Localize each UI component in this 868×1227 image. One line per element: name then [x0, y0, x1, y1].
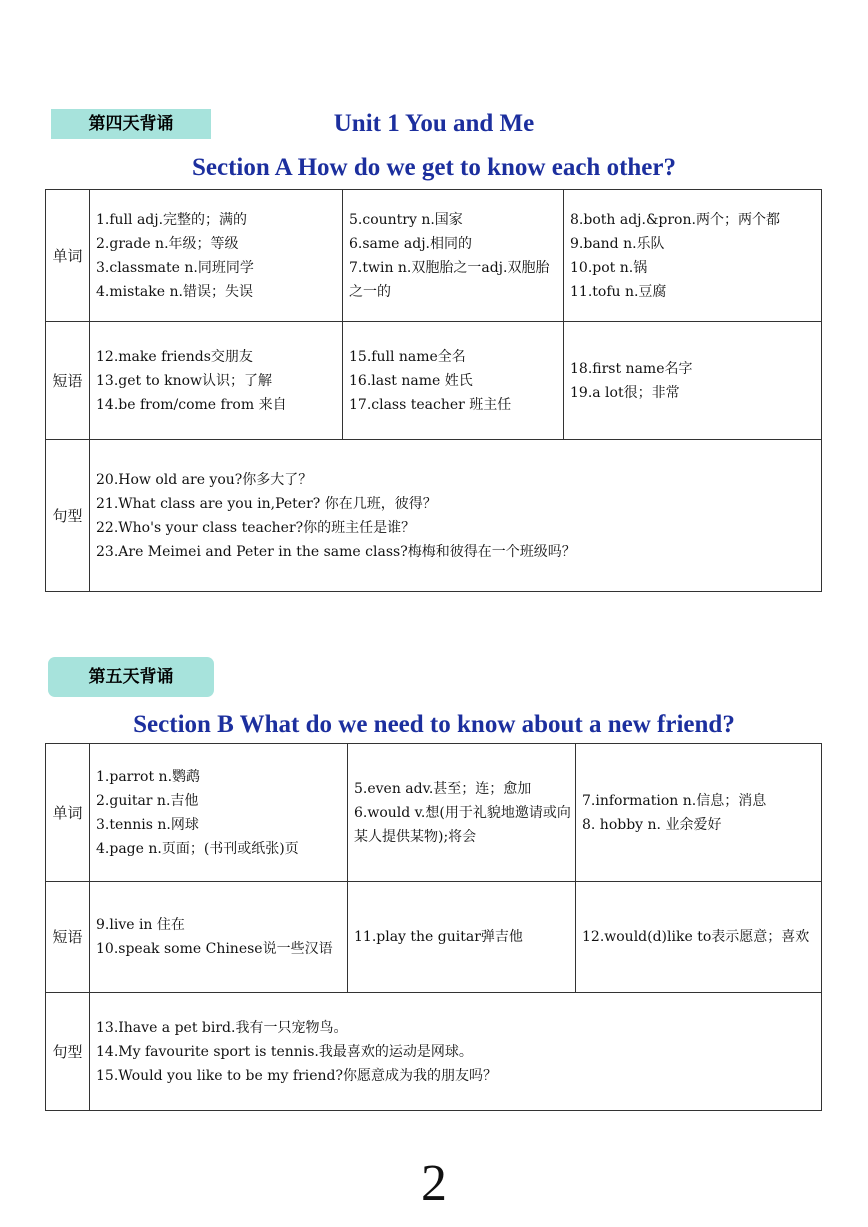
- category-cell: 单词: [46, 744, 90, 882]
- phrase-item: 13.get to know认识；了解: [96, 372, 273, 389]
- word-item: 4.mistake n.错误；失误: [96, 283, 253, 300]
- word-item: 9.band n.乐队: [570, 235, 665, 252]
- word-item: 11.tofu n.豆腐: [570, 283, 667, 300]
- section-a-title: Section A How do we get to know each other?: [192, 154, 676, 181]
- word-cell: [576, 744, 822, 882]
- word-item: 3.classmate n.同班同学: [96, 259, 254, 276]
- sentence-cell: [90, 440, 822, 592]
- table-row: [46, 744, 822, 882]
- day5-table: [45, 743, 822, 1111]
- sentence-cell: [90, 993, 822, 1111]
- phrase-cell: [343, 322, 564, 440]
- category-cell: 短语: [46, 882, 90, 993]
- table-row: [46, 993, 822, 1111]
- phrase-cell: [576, 882, 822, 993]
- word-item: 1.full adj.完整的；满的: [96, 211, 248, 228]
- phrase-item: 15.full name全名: [349, 348, 466, 365]
- phrase-item: 14.be from/come from 来自: [96, 396, 287, 413]
- sentence-item: 13.Ihave a pet bird.我有一只宠物鸟。: [96, 1019, 348, 1036]
- word-item: 8.both adj.&pron.两个；两个都: [570, 211, 780, 228]
- category-cell: 短语: [46, 322, 90, 440]
- table-row: [46, 440, 822, 592]
- word-item: 6.would v.想(用于礼貌地邀请或向某人提供某物);将会: [354, 804, 571, 845]
- phrase-item: 12.make friends交朋友: [96, 348, 253, 365]
- table-row: [46, 190, 822, 322]
- phrase-item: 9.live in 住在: [96, 917, 185, 933]
- word-item: 10.pot n.锅: [570, 259, 648, 276]
- phrase-item: 18.first name名字: [570, 360, 693, 377]
- word-item: 5.even adv.甚至；连；愈加: [354, 780, 532, 797]
- category-cell: 单词: [46, 190, 90, 322]
- sentence-item: 22.Who's your class teacher?你的班主任是谁？: [96, 519, 416, 536]
- word-item: 8. hobby n. 业余爱好: [582, 816, 722, 833]
- phrase-item: 11.play the guitar弹吉他: [354, 929, 523, 945]
- phrase-item: 10.speak some Chinese说一些汉语: [96, 941, 333, 957]
- table-row: [46, 882, 822, 993]
- phrase-item: 16.last name 姓氏: [349, 372, 473, 389]
- page-number: 2: [421, 1155, 447, 1212]
- phrase-cell: [90, 882, 348, 993]
- word-item: 7.information n.信息；消息: [582, 792, 767, 809]
- sentence-item: 23.Are Meimei and Peter in the same class?梅梅和彼得在一个班级吗？: [96, 543, 576, 560]
- sentence-item: 14.My favourite sport is tennis.我最喜欢的运动是网球。: [96, 1043, 473, 1060]
- phrase-cell: [90, 322, 343, 440]
- phrase-item: 19.a lot很；非常: [570, 384, 680, 401]
- table-row: [46, 322, 822, 440]
- phrase-cell: [348, 882, 576, 993]
- word-item: 7.twin n.双胞胎之一adj.双胞胎之一的: [349, 259, 550, 300]
- category-cell: 句型: [46, 440, 90, 592]
- category-cell: 句型: [46, 993, 90, 1111]
- phrase-item: 12.would(d)like to表示愿意；喜欢: [582, 929, 810, 945]
- section-b-title: Section B What do we need to know about a new friend?: [133, 711, 735, 738]
- day4-table: [45, 189, 822, 592]
- word-cell: [343, 190, 564, 322]
- word-cell: [90, 190, 343, 322]
- word-item: 6.same adj.相同的: [349, 235, 472, 252]
- phrase-cell: [564, 322, 822, 440]
- word-item: 5.country n.国家: [349, 211, 463, 228]
- word-cell: [90, 744, 348, 882]
- sentence-item: 21.What class are you in,Peter? 你在几班，彼得？: [96, 495, 437, 512]
- unit-title: Unit 1 You and Me: [333, 110, 535, 137]
- word-cell: [564, 190, 822, 322]
- word-item: 4.page n.页面；(书刊或纸张)页: [96, 840, 299, 857]
- word-item: 2.guitar n.吉他: [96, 792, 199, 809]
- sentence-item: 20.How old are you?你多大了？: [96, 471, 313, 488]
- phrase-item: 17.class teacher 班主任: [349, 396, 512, 413]
- day4-badge: 第四天背诵: [51, 109, 211, 139]
- word-item: 1.parrot n.鹦鹉: [96, 768, 201, 785]
- word-item: 2.grade n.年级；等级: [96, 235, 239, 252]
- word-cell: [348, 744, 576, 882]
- word-item: 3.tennis n.网球: [96, 816, 199, 833]
- day5-badge: 第五天背诵: [48, 657, 214, 697]
- sentence-item: 15.Would you like to be my friend?你愿意成为我的朋友吗？: [96, 1067, 497, 1084]
